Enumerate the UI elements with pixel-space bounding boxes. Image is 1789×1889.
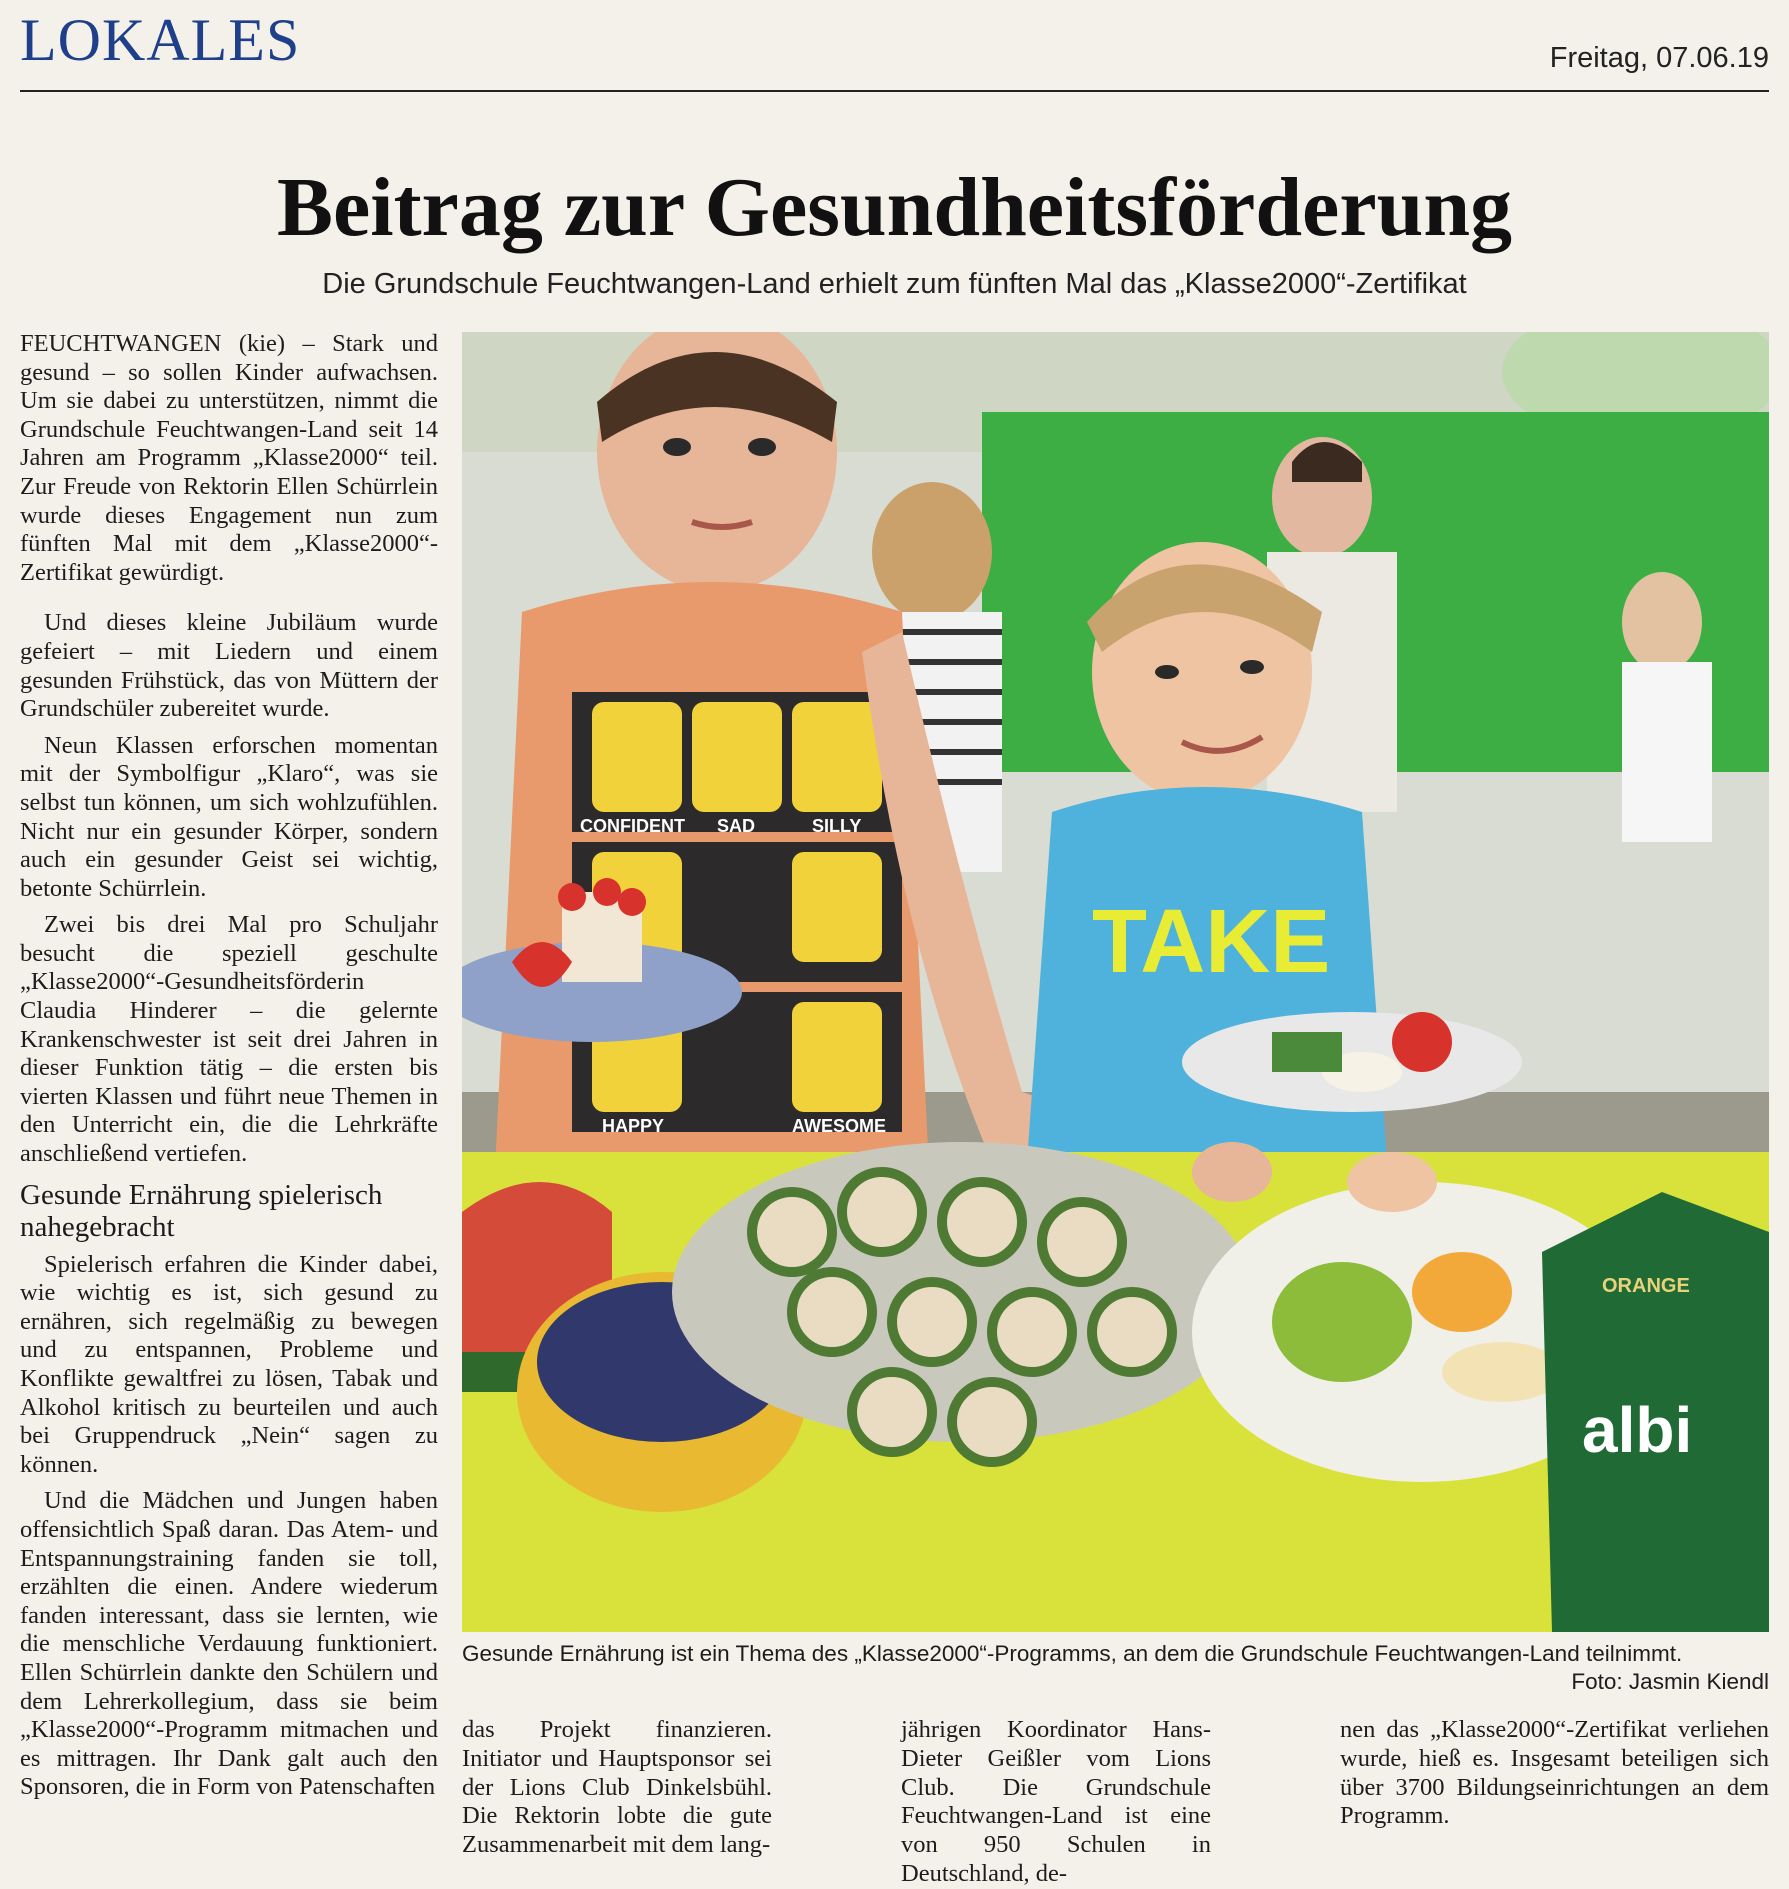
bottom-column-3 <box>1340 1716 1769 1831</box>
shirt-label: CONFIDENT <box>580 816 685 836</box>
bottom-text-columns <box>462 1716 1769 1887</box>
carton-flavor: ORANGE <box>1602 1275 1690 1297</box>
photo-illustration <box>462 332 1769 1632</box>
shirt-label: SILLY <box>812 816 862 836</box>
paragraph: jährigen Koordinator Hans-Dieter Geißler vom Lions Club. Die Grundschule Feuchtwangen-Land ist eine von 950 Schulen in Deutschland, de- <box>901 1716 1211 1887</box>
paragraph: Und die Mädchen und Jungen haben offensichtlich Spaß daran. Das Atem- und Entspannungstraining fanden sie toll, erzählten die einen. Andere wiederum fanden interessant, dass sie lernten, wie die menschliche Verdauung funktioniert. Ellen Schürrlein dankte den Schülern und dem Lehrerkollegium, dass sie beim „Klasse2000“-Programm mitmachen und es mittragen. Ihr Dank galt auch den Sponsoren, die in Form von Patenschaften <box>20 1487 438 1801</box>
paragraph: Neun Klassen erforschen momentan mit der Symbolfigur „Klaro“, was sie selbst tun können, um sich wohlzufühlen. Nicht nur ein gesunder Körper, sondern auch ein gesunder Geist sei wichtig, betonte Schürrlein. <box>20 731 438 902</box>
photo-caption: Gesunde Ernährung ist ein Thema des „Klasse2000“-Programms, an dem die Grundschule Feuchtwangen-Land teilnimmt. <box>462 1641 1683 1666</box>
paragraph: Zwei bis drei Mal pro Schuljahr besucht die speziell geschulte „Klasse2000“-Gesundheitsförderin Claudia Hinderer – die gelernte Krankenschwester ist seit drei Jahren in dieser Funktion tätig – die ersten bis vierten Klassen und führt neue Themen in den Unterricht ein, die die Lehrkräfte anschließend vertiefen. <box>20 911 438 1168</box>
paragraph: Spielerisch erfahren die Kinder dabei, wie wichtig es ist, sich gesund zu ernähren, sich regelmäßig zu bewegen und zu entspannen, Probleme und Konflikte gewaltfrei zu lösen, Tabak und Alkohol kritisch zu beurteilen und auch bei Gruppendruck „Nein“ sagen zu können. <box>20 1250 438 1478</box>
article-subheadline: Die Grundschule Feuchtwangen-Land erhielt zum fünften Mal das „Klasse2000“-Zertifikat <box>322 268 1467 300</box>
paragraph: FEUCHTWANGEN (kie) – Stark und gesund – so sollen Kinder aufwachsen. Um sie dabei zu unterstützen, nimmt die Grundschule Feuchtwangen-Land seit 14 Jahren am Programm „Klasse2000“ teil. Zur Freude von Rektorin Ellen Schürrlein wurde dieses Engagement nun zum fünften Mal mit dem „Klasse2000“-Zertifikat gewürdigt. <box>20 330 438 586</box>
carton-brand: albi <box>1582 1394 1693 1466</box>
issue-date: Freitag, 07.06.19 <box>1549 42 1769 74</box>
photo-credit: Foto: Jasmin Kiendl <box>1571 1669 1769 1694</box>
bottom-column-1 <box>462 1716 772 1860</box>
header-rule <box>20 90 1769 92</box>
article-headline: Beitrag zur Gesundheitsförderung <box>276 161 1513 254</box>
shirt-label: AWESOME <box>792 1116 887 1136</box>
shirt2-text: TAKE <box>1092 892 1331 992</box>
paragraph: das Projekt finanzieren. Initiator und Hauptsponsor sei der Lions Club Dinkelsbühl. Die Rektorin lobte die gute Zusammenarbeit mit dem lang- <box>462 1716 772 1859</box>
bottom-column-2 <box>901 1716 1211 1889</box>
article-subheading: Gesunde Ernährung spielerisch nahegebracht <box>20 1178 383 1243</box>
section-title: LOKALES <box>20 7 301 73</box>
left-text-column <box>20 330 438 1810</box>
paragraph: nen das „Klasse2000“-Zertifikat verliehen wurde, hieß es. Insgesamt beteiligen sich über 3700 Bildungseinrichtungen an dem Programm. <box>1340 1716 1769 1830</box>
shirt-label: SAD <box>717 816 756 836</box>
article-photo <box>462 332 1769 1632</box>
paragraph: Und dieses kleine Jubiläum wurde gefeiert – mit Liedern und einem gesunden Frühstück, das von Müttern der Grundschüler zubereitet wurde. <box>20 609 438 723</box>
shirt-label: HAPPY <box>602 1116 665 1136</box>
